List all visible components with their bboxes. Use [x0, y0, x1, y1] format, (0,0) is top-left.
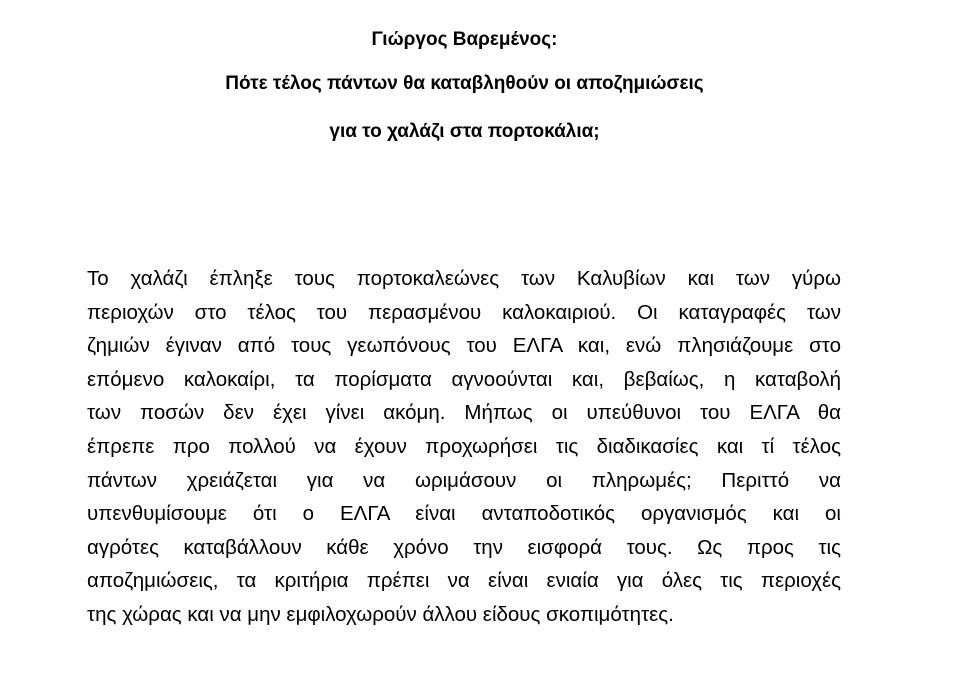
body-line: επόμενο καλοκαίρι, τα πορίσματα αγνοούνται και, βεβαίως, η καταβολή [87, 367, 841, 391]
body-line: αποζημιώσεις, τα κριτήρια πρέπει να είναι ενιαία για όλες τις περιοχές [87, 569, 841, 593]
body-paragraph [87, 262, 841, 632]
body-line: των ποσών δεν έχει γίνει ακόμη. Μήπως οι υπεύθυνοι του ΕΛΓΑ θα [87, 401, 841, 425]
body-line: ζημιών έγιναν από τους γεωπόνους του ΕΛΓΑ και, ενώ πλησιάζουμε στο [87, 334, 841, 358]
body-line: αγρότες καταβάλλουν κάθε χρόνο την εισφορά τους. Ως προς τις [87, 535, 841, 559]
body-line: Το χαλάζι έπληξε τους πορτοκαλεώνες των Καλυβίων και των γύρω [87, 267, 841, 290]
body-line: έπρεπε προ πολλού να έχουν προχωρήσει τις διαδικασίες και τί τέλος [87, 434, 841, 458]
body-line: της χώρας και να μην εμφιλοχωρούν άλλου είδους σκοπιμότητες. [87, 602, 674, 626]
title-line-1: Πότε τέλος πάντων θα καταβληθούν οι αποζημιώσεις [225, 73, 704, 94]
body-line: περιοχών στο τέλος του περασμένου καλοκαιριού. Οι καταγραφές των [87, 300, 841, 324]
author-name: Γιώργος Βαρεμένος: [371, 29, 558, 50]
body-line: υπενθυμίσουμε ότι ο ΕΛΓΑ είναι ανταποδοτικός οργανισμός και οι [87, 502, 841, 526]
title-line-2: για το χαλάζι στα πορτοκάλια; [329, 121, 600, 142]
body-line: πάντων χρειάζεται για να ωριμάσουν οι πληρωμές; Περιττό να [87, 468, 841, 492]
